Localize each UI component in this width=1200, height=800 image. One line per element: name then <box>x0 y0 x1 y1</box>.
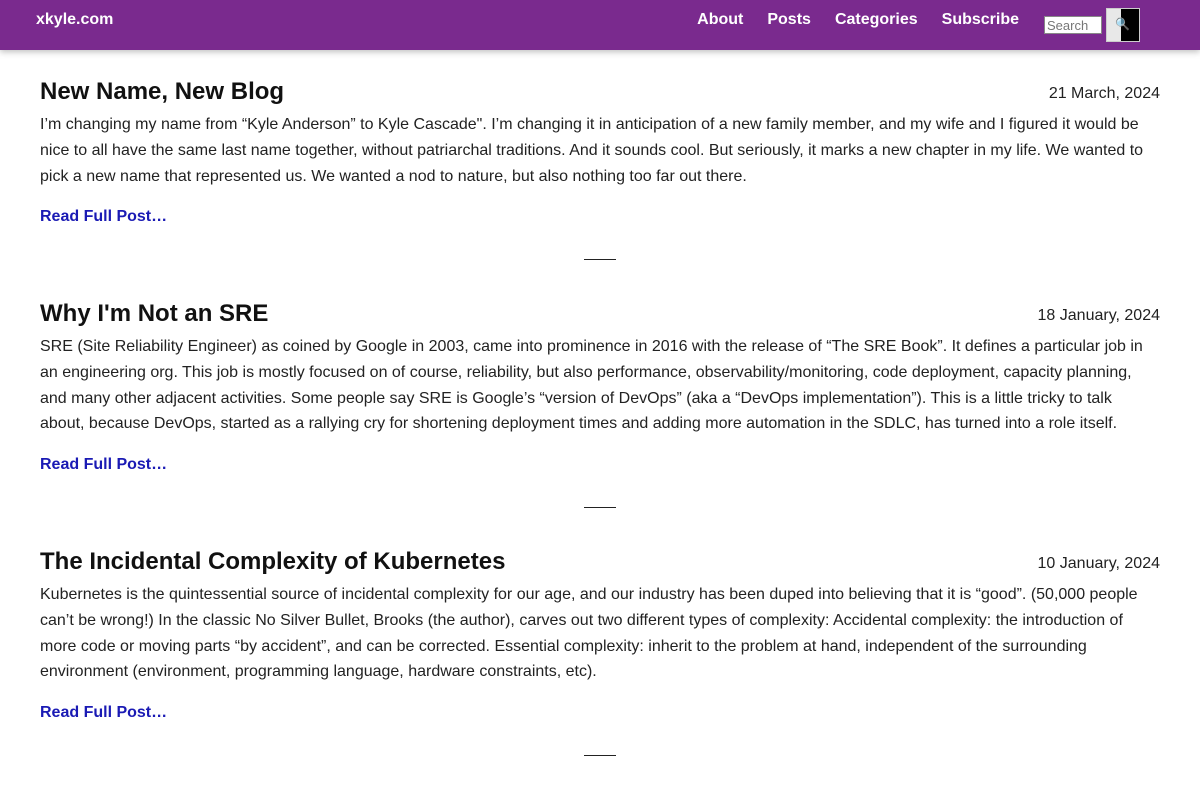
nav-subscribe-link[interactable]: Subscribe <box>941 11 1019 28</box>
search-icon: 🔍 <box>1115 17 1130 31</box>
post-divider <box>584 507 616 508</box>
site-brand-link[interactable]: xkyle.com <box>36 11 114 28</box>
search-button[interactable] <box>1106 8 1140 42</box>
post-summary: I’m changing my name from “Kyle Anderson” to Kyle Cascade". I’m changing it in anticipation of a new family member, and my wife and I figured it would be nice to all have the same last name together, without patriarchal traditions. And it sounds cool. But seriously, it marks a new chapter in my life. We wanted to pick a new name that represented us. We wanted a nod to nature, but also nothing too far out there. <box>40 116 1144 185</box>
post-summary: Kubernetes is the quintessential source of incidental complexity for our age, and our industry has been duped into believing that it is “good”. (50,000 people can’t be wrong!) In the classic No Silver Bullet, Brooks (the author), carves out two different types of complexity: Accidental complexity: the introduction of more code or moving parts “by accident”, and can be corrected. Essential complexity: inherit to the problem at hand, independent of the surrounding environment (environment, programming language, hardware constraints, etc). <box>40 586 1138 681</box>
post-divider <box>584 259 616 260</box>
post-title[interactable]: Why I'm Not an SRE <box>40 300 269 327</box>
post-divider <box>584 755 616 756</box>
post-date: 21 March, 2024 <box>1048 85 1160 102</box>
nav-menu <box>673 11 1019 29</box>
nav-posts-link[interactable]: Posts <box>767 11 811 28</box>
search-input[interactable] <box>1044 16 1102 34</box>
post-title[interactable]: New Name, New Blog <box>40 78 285 105</box>
read-full-post-link[interactable]: Read Full Post… <box>40 456 168 473</box>
post-date: 10 January, 2024 <box>1037 555 1160 572</box>
nav-categories-link[interactable]: Categories <box>834 11 918 28</box>
nav-about-link[interactable]: About <box>697 11 744 28</box>
post-title[interactable]: The Incidental Complexity of Kubernetes <box>40 548 506 575</box>
post-date: 18 January, 2024 <box>1037 307 1160 324</box>
top-navbar <box>0 0 1200 50</box>
post-summary: SRE (Site Reliability Engineer) as coined by Google in 2003, came into prominence in 2016 with the release of “The SRE Book”. It defines a particular job in an engineering org. This job is mostly focused on of course, reliability, but also performance, observability/monitoring, code deployment, capacity planning, and many other adjacent activities. Some people say SRE is Google’s “version of DevOps” (aka a “DevOps implementation”). This is a little tricky to talk about, because DevOps, started as a rallying cry for shortening deployment times and adding more automation in the SDLC, has turned into a role itself. <box>40 338 1143 433</box>
read-full-post-link[interactable]: Read Full Post… <box>40 208 168 225</box>
read-full-post-link[interactable]: Read Full Post… <box>40 704 168 721</box>
